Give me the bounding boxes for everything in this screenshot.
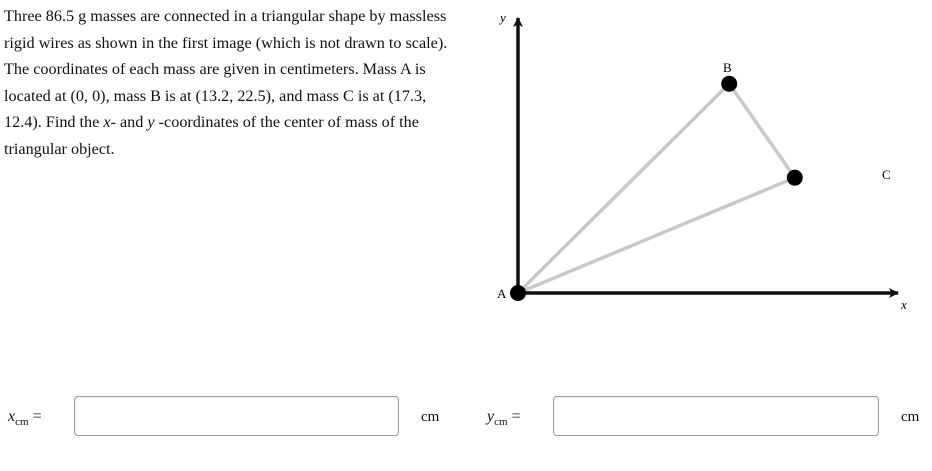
problem-segment: - and xyxy=(110,113,148,131)
wire-bc xyxy=(729,84,795,178)
xcm-row xyxy=(0,396,470,438)
mass-c xyxy=(787,170,803,186)
problem-segment: Three 86.5 g masses are connected in a triangular shape by massless rigid wires as shown in the first image (which is not drawn to scale). The coordinates of each mass are given in centimeters. Mass A is located at (0, 0), mass B is at (13.2, 22.5), and mass C is at (17.3, 12.4). Find the xyxy=(4,7,448,131)
problem-paragraph xyxy=(4,3,464,162)
mass-b xyxy=(721,76,737,92)
mass-a xyxy=(510,285,526,301)
x-axis-label: x xyxy=(901,297,907,312)
triangle-diagram xyxy=(480,0,932,330)
ycm-sub: cm xyxy=(494,416,508,429)
problem-var-y: y xyxy=(147,113,155,131)
ycm-input[interactable] xyxy=(553,396,879,436)
mass-c-label: C xyxy=(882,167,891,182)
xcm-unit: cm xyxy=(421,409,440,425)
ycm-row xyxy=(480,396,932,438)
ycm-equals: = xyxy=(511,408,521,425)
xcm-equals: = xyxy=(32,408,42,425)
problem-text xyxy=(4,3,464,162)
problem-segment: -coordinates of the center of mass of the triangular object. xyxy=(4,113,419,158)
xcm-sub: cm xyxy=(15,416,29,429)
y-axis-label: y xyxy=(500,10,506,25)
problem-var-x: x xyxy=(103,113,111,131)
ycm-label xyxy=(487,408,521,428)
wire-ab xyxy=(518,84,729,293)
xcm-label xyxy=(8,408,42,428)
xcm-var: x xyxy=(8,408,16,425)
xcm-input[interactable] xyxy=(74,396,399,436)
ycm-unit: cm xyxy=(901,409,920,425)
ycm-var: y xyxy=(487,408,495,425)
wire-ac xyxy=(518,178,795,293)
mass-b-label: B xyxy=(723,60,732,75)
mass-a-label: A xyxy=(497,286,507,301)
